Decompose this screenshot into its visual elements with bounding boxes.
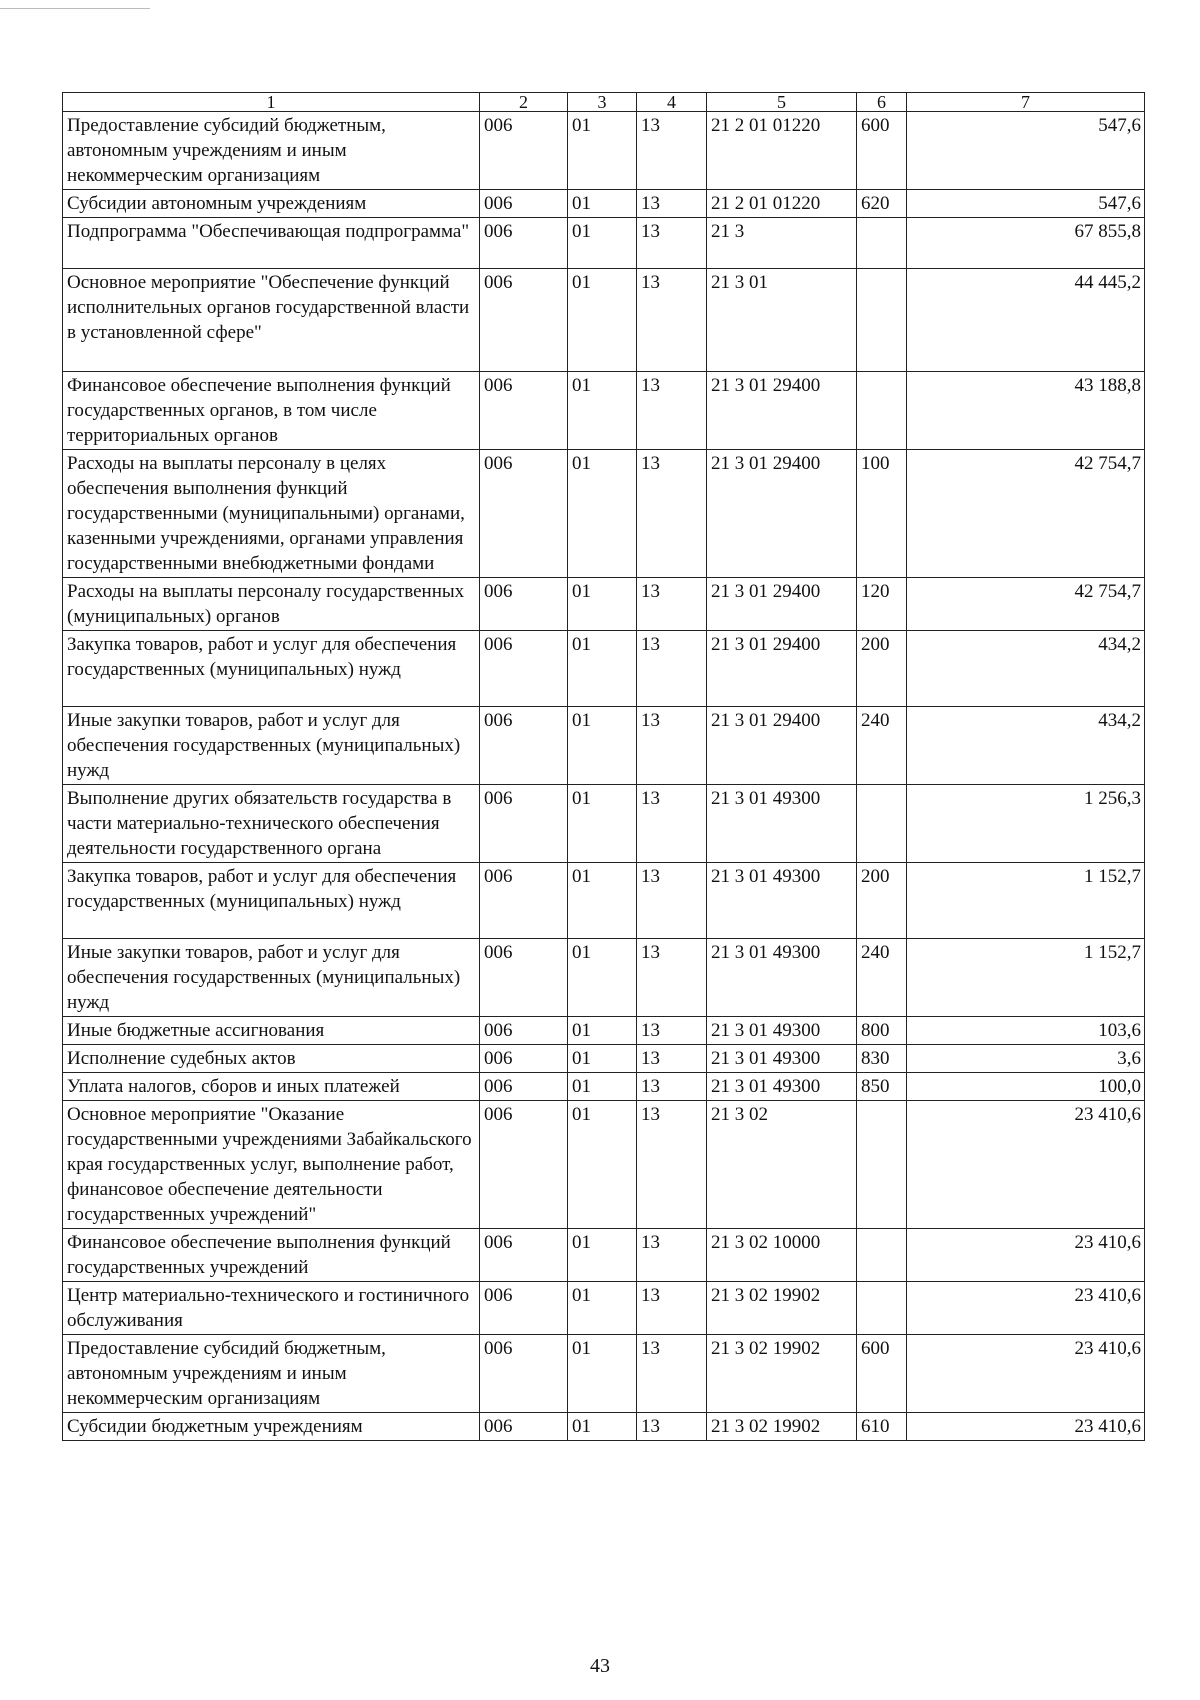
cell-expense-type: 240 [857, 707, 907, 785]
table-row [63, 1335, 1145, 1413]
cell-section: 01 [568, 1017, 637, 1045]
cell-section: 01 [568, 1282, 637, 1335]
cell-target-item: 21 3 01 49300 [707, 1073, 857, 1101]
cell-expense-type [857, 218, 907, 269]
cell-subsection: 13 [637, 1045, 707, 1073]
table-row [63, 1017, 1145, 1045]
cell-subsection: 13 [637, 578, 707, 631]
table-row [63, 269, 1145, 372]
cell-target-item: 21 2 01 01220 [707, 112, 857, 190]
cell-amount: 67 855,8 [907, 218, 1145, 269]
cell-expense-type: 600 [857, 112, 907, 190]
cell-section: 01 [568, 450, 637, 578]
row-name: Иные закупки товаров, работ и услуг для обеспечения государственных (муниципальных) нужд [63, 939, 480, 1017]
row-name: Финансовое обеспечение выполнения функций государственных учреждений [63, 1229, 480, 1282]
cell-amount: 100,0 [907, 1073, 1145, 1101]
cell-code: 006 [480, 1017, 568, 1045]
cell-code: 006 [480, 939, 568, 1017]
cell-code: 006 [480, 112, 568, 190]
cell-subsection: 13 [637, 939, 707, 1017]
cell-section: 01 [568, 1229, 637, 1282]
cell-subsection: 13 [637, 190, 707, 218]
cell-subsection: 13 [637, 1229, 707, 1282]
row-name: Подпрограмма "Обеспечивающая подпрограмма" [63, 218, 480, 269]
cell-expense-type: 600 [857, 1335, 907, 1413]
cell-target-item: 21 3 01 49300 [707, 863, 857, 939]
cell-subsection: 13 [637, 1282, 707, 1335]
cell-target-item: 21 2 01 01220 [707, 190, 857, 218]
row-name: Иные бюджетные ассигнования [63, 1017, 480, 1045]
cell-target-item: 21 3 01 49300 [707, 785, 857, 863]
cell-subsection: 13 [637, 1335, 707, 1413]
cell-subsection: 13 [637, 112, 707, 190]
column-header: 4 [637, 93, 707, 112]
cell-expense-type: 800 [857, 1017, 907, 1045]
budget-table [62, 92, 1145, 1441]
table-row [63, 578, 1145, 631]
cell-subsection: 13 [637, 372, 707, 450]
cell-code: 006 [480, 863, 568, 939]
cell-subsection: 13 [637, 707, 707, 785]
cell-section: 01 [568, 269, 637, 372]
row-name: Субсидии бюджетным учреждениям [63, 1413, 480, 1441]
row-name: Расходы на выплаты персоналу государственных (муниципальных) органов [63, 578, 480, 631]
row-name: Закупка товаров, работ и услуг для обеспечения государственных (муниципальных) нужд [63, 863, 480, 939]
cell-section: 01 [568, 1335, 637, 1413]
row-name: Уплата налогов, сборов и иных платежей [63, 1073, 480, 1101]
table-row [63, 218, 1145, 269]
cell-expense-type [857, 372, 907, 450]
cell-expense-type: 120 [857, 578, 907, 631]
table-row [63, 1413, 1145, 1441]
cell-subsection: 13 [637, 269, 707, 372]
cell-amount: 23 410,6 [907, 1413, 1145, 1441]
cell-section: 01 [568, 785, 637, 863]
cell-expense-type: 200 [857, 863, 907, 939]
cell-code: 006 [480, 785, 568, 863]
cell-expense-type: 850 [857, 1073, 907, 1101]
row-name: Предоставление субсидий бюджетным, автономным учреждениям и иным некоммерческим организациям [63, 112, 480, 190]
cell-target-item: 21 3 01 29400 [707, 450, 857, 578]
cell-target-item: 21 3 02 10000 [707, 1229, 857, 1282]
cell-code: 006 [480, 1101, 568, 1229]
table-row [63, 1045, 1145, 1073]
row-name: Основное мероприятие "Оказание государственными учреждениями Забайкальского края государственных услуг, выполнение работ, финансовое обеспечение деятельности государственных учреждений" [63, 1101, 480, 1229]
column-header: 6 [857, 93, 907, 112]
cell-amount: 23 410,6 [907, 1229, 1145, 1282]
cell-subsection: 13 [637, 1073, 707, 1101]
cell-expense-type: 200 [857, 631, 907, 707]
row-name: Выполнение других обязательств государства в части материально-технического обеспечения деятельности государственного органа [63, 785, 480, 863]
cell-expense-type: 610 [857, 1413, 907, 1441]
cell-code: 006 [480, 372, 568, 450]
column-header: 7 [907, 93, 1145, 112]
cell-target-item: 21 3 01 29400 [707, 578, 857, 631]
cell-expense-type: 240 [857, 939, 907, 1017]
cell-code: 006 [480, 1073, 568, 1101]
cell-target-item: 21 3 01 29400 [707, 631, 857, 707]
cell-section: 01 [568, 372, 637, 450]
cell-code: 006 [480, 1335, 568, 1413]
table-row [63, 785, 1145, 863]
cell-expense-type: 100 [857, 450, 907, 578]
row-name: Основное мероприятие "Обеспечение функций исполнительных органов государственной власти в установленной сфере" [63, 269, 480, 372]
cell-amount: 23 410,6 [907, 1282, 1145, 1335]
row-name: Центр материально-технического и гостиничного обслуживания [63, 1282, 480, 1335]
cell-amount: 42 754,7 [907, 578, 1145, 631]
cell-expense-type: 620 [857, 190, 907, 218]
cell-section: 01 [568, 578, 637, 631]
table-row [63, 190, 1145, 218]
cell-subsection: 13 [637, 218, 707, 269]
cell-section: 01 [568, 1101, 637, 1229]
cell-target-item: 21 3 01 49300 [707, 1045, 857, 1073]
cell-amount: 434,2 [907, 631, 1145, 707]
row-name: Иные закупки товаров, работ и услуг для обеспечения государственных (муниципальных) нужд [63, 707, 480, 785]
cell-expense-type [857, 785, 907, 863]
column-header: 3 [568, 93, 637, 112]
table-row [63, 863, 1145, 939]
cell-target-item: 21 3 01 29400 [707, 707, 857, 785]
table-row [63, 939, 1145, 1017]
table-row [63, 1282, 1145, 1335]
cell-subsection: 13 [637, 785, 707, 863]
cell-amount: 547,6 [907, 190, 1145, 218]
cell-expense-type [857, 1101, 907, 1229]
cell-amount: 434,2 [907, 707, 1145, 785]
cell-code: 006 [480, 631, 568, 707]
cell-target-item: 21 3 02 19902 [707, 1413, 857, 1441]
table-row [63, 450, 1145, 578]
cell-subsection: 13 [637, 863, 707, 939]
table-row [63, 631, 1145, 707]
row-name: Закупка товаров, работ и услуг для обеспечения государственных (муниципальных) нужд [63, 631, 480, 707]
cell-code: 006 [480, 707, 568, 785]
table-row [63, 1229, 1145, 1282]
cell-expense-type [857, 1229, 907, 1282]
cell-code: 006 [480, 190, 568, 218]
cell-target-item: 21 3 01 [707, 269, 857, 372]
cell-amount: 43 188,8 [907, 372, 1145, 450]
cell-amount: 1 152,7 [907, 939, 1145, 1017]
cell-subsection: 13 [637, 450, 707, 578]
cell-code: 006 [480, 269, 568, 372]
cell-amount: 23 410,6 [907, 1101, 1145, 1229]
column-header: 2 [480, 93, 568, 112]
row-name: Предоставление субсидий бюджетным, автономным учреждениям и иным некоммерческим организациям [63, 1335, 480, 1413]
cell-amount: 44 445,2 [907, 269, 1145, 372]
cell-code: 006 [480, 1282, 568, 1335]
table-row [63, 372, 1145, 450]
cell-code: 006 [480, 450, 568, 578]
row-name: Исполнение судебных актов [63, 1045, 480, 1073]
cell-section: 01 [568, 939, 637, 1017]
column-header: 5 [707, 93, 857, 112]
cell-section: 01 [568, 218, 637, 269]
cell-amount: 103,6 [907, 1017, 1145, 1045]
cell-amount: 1 152,7 [907, 863, 1145, 939]
table-row [63, 112, 1145, 190]
cell-target-item: 21 3 01 49300 [707, 939, 857, 1017]
row-name: Субсидии автономным учреждениям [63, 190, 480, 218]
cell-code: 006 [480, 1229, 568, 1282]
cell-target-item: 21 3 02 19902 [707, 1282, 857, 1335]
header-row [63, 93, 1145, 112]
cell-expense-type: 830 [857, 1045, 907, 1073]
cell-subsection: 13 [637, 1017, 707, 1045]
cell-section: 01 [568, 1045, 637, 1073]
row-name: Расходы на выплаты персоналу в целях обеспечения выполнения функций государственными (муниципальными) органами, казенными учреждениями, органами управления государственными внебюджетными фондами [63, 450, 480, 578]
cell-amount: 42 754,7 [907, 450, 1145, 578]
cell-target-item: 21 3 01 29400 [707, 372, 857, 450]
cell-code: 006 [480, 1045, 568, 1073]
cell-subsection: 13 [637, 631, 707, 707]
cell-expense-type [857, 269, 907, 372]
column-header: 1 [63, 93, 480, 112]
cell-section: 01 [568, 631, 637, 707]
cell-section: 01 [568, 863, 637, 939]
cell-code: 006 [480, 578, 568, 631]
cell-section: 01 [568, 1413, 637, 1441]
cell-target-item: 21 3 02 [707, 1101, 857, 1229]
table-row [63, 707, 1145, 785]
page-number: 43 [590, 1655, 610, 1677]
cell-subsection: 13 [637, 1413, 707, 1441]
cell-section: 01 [568, 1073, 637, 1101]
scan-artifact-line [0, 8, 150, 9]
cell-amount: 1 256,3 [907, 785, 1145, 863]
cell-expense-type [857, 1282, 907, 1335]
table-row [63, 1073, 1145, 1101]
cell-target-item: 21 3 [707, 218, 857, 269]
cell-code: 006 [480, 218, 568, 269]
cell-amount: 547,6 [907, 112, 1145, 190]
cell-section: 01 [568, 112, 637, 190]
table-row [63, 1101, 1145, 1229]
cell-section: 01 [568, 190, 637, 218]
cell-code: 006 [480, 1413, 568, 1441]
cell-amount: 23 410,6 [907, 1335, 1145, 1413]
cell-target-item: 21 3 01 49300 [707, 1017, 857, 1045]
cell-target-item: 21 3 02 19902 [707, 1335, 857, 1413]
cell-amount: 3,6 [907, 1045, 1145, 1073]
row-name: Финансовое обеспечение выполнения функций государственных органов, в том числе территориальных органов [63, 372, 480, 450]
cell-section: 01 [568, 707, 637, 785]
cell-subsection: 13 [637, 1101, 707, 1229]
